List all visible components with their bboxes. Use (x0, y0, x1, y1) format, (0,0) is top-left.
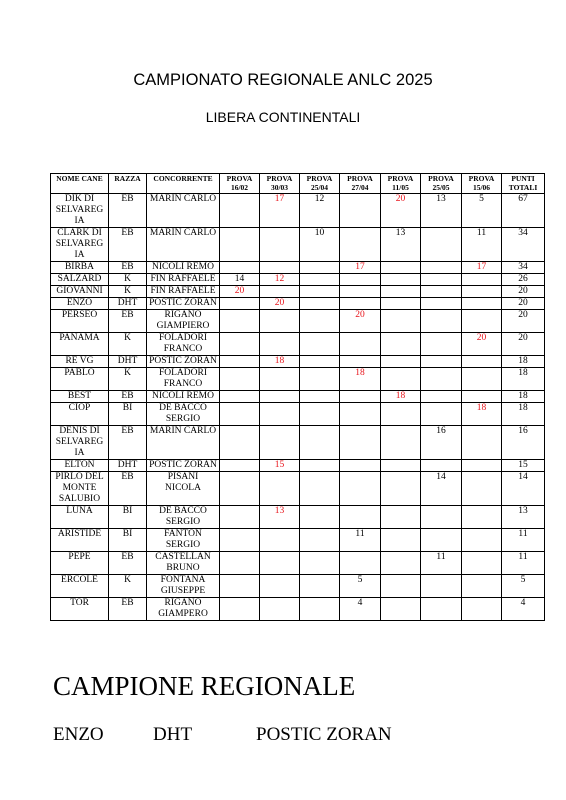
trial-score-cell: 17 (462, 262, 502, 274)
trial-score-cell (220, 552, 260, 575)
total-points-cell: 20 (502, 333, 545, 356)
trial-score-cell: 10 (300, 228, 340, 262)
dog-name-cell: PEPE (51, 552, 109, 575)
breed-cell: EB (109, 391, 147, 403)
standings-table (50, 173, 545, 621)
trial-score-cell (462, 575, 502, 598)
trial-score-cell (421, 598, 462, 621)
trial-score-cell (462, 472, 502, 506)
handler-cell: FIN RAFFAELE (147, 274, 220, 286)
dog-name-cell: BEST (51, 391, 109, 403)
trial-score-cell (381, 333, 421, 356)
trial-score-cell (300, 403, 340, 426)
breed-cell: BI (109, 403, 147, 426)
trial-score-cell: 18 (340, 368, 381, 391)
trial-score-cell (260, 575, 300, 598)
total-points-cell: 18 (502, 403, 545, 426)
trial-score-cell (421, 368, 462, 391)
handler-cell: NICOLI REMO (147, 262, 220, 274)
trial-score-cell (462, 460, 502, 472)
trial-score-cell: 20 (220, 286, 260, 298)
trial-score-cell: 16 (421, 426, 462, 460)
table-row (51, 298, 545, 310)
trial-score-cell (381, 262, 421, 274)
trial-score-cell: 17 (340, 262, 381, 274)
trial-score-cell (340, 426, 381, 460)
handler-cell: MARIN CARLO (147, 426, 220, 460)
champion-heading: CAMPIONE REGIONALE (53, 671, 356, 701)
total-points-cell: 4 (502, 598, 545, 621)
breed-cell: DHT (109, 356, 147, 368)
total-points-cell: 11 (502, 552, 545, 575)
trial-score-cell (260, 286, 300, 298)
header-total-points: PUNTI TOTALI (502, 174, 545, 194)
trial-score-cell (220, 310, 260, 333)
trial-score-cell (462, 286, 502, 298)
trial-score-cell (260, 368, 300, 391)
trial-score-cell: 5 (462, 194, 502, 228)
trial-score-cell (300, 262, 340, 274)
trial-score-cell (381, 529, 421, 552)
dog-name-cell: DIK DI SELVAREG IA (51, 194, 109, 228)
total-points-cell: 20 (502, 286, 545, 298)
dog-name-cell: CLARK DI SELVAREG IA (51, 228, 109, 262)
header-trial-3: PROVA 25/04 (300, 174, 340, 194)
breed-cell: K (109, 575, 147, 598)
trial-score-cell (300, 529, 340, 552)
breed-cell: DHT (109, 298, 147, 310)
handler-cell: POSTIC ZORAN (147, 356, 220, 368)
dog-name-cell: DENIS DI SELVAREG IA (51, 426, 109, 460)
trial-score-cell (381, 575, 421, 598)
trial-score-cell (300, 575, 340, 598)
trial-score-cell (381, 403, 421, 426)
trial-score-cell (462, 274, 502, 286)
dog-name-cell: ELTON (51, 460, 109, 472)
trial-score-cell (381, 356, 421, 368)
champion-breed: DHT (153, 724, 193, 745)
dog-name-cell: PIRLO DEL MONTE SALUBIO (51, 472, 109, 506)
table-row (51, 391, 545, 403)
handler-cell: RIGANO GIAMPERO (147, 598, 220, 621)
trial-score-cell (300, 552, 340, 575)
trial-score-cell (260, 262, 300, 274)
total-points-cell: 11 (502, 529, 545, 552)
dog-name-cell: SALZARD (51, 274, 109, 286)
table-body (51, 194, 545, 621)
trial-score-cell (421, 356, 462, 368)
breed-cell: BI (109, 529, 147, 552)
trial-score-cell: 18 (260, 356, 300, 368)
trial-score-cell (220, 356, 260, 368)
trial-score-cell: 18 (381, 391, 421, 403)
trial-score-cell (260, 529, 300, 552)
trial-score-cell: 13 (381, 228, 421, 262)
trial-score-cell (220, 426, 260, 460)
dog-name-cell: RE VG (51, 356, 109, 368)
trial-score-cell (421, 575, 462, 598)
dog-name-cell: ARISTIDE (51, 529, 109, 552)
trial-score-cell (300, 356, 340, 368)
dog-name-cell: ENZO (51, 298, 109, 310)
handler-cell: FOLADORI FRANCO (147, 368, 220, 391)
trial-score-cell (340, 286, 381, 298)
trial-score-cell (300, 506, 340, 529)
trial-score-cell (340, 506, 381, 529)
breed-cell: EB (109, 472, 147, 506)
dog-name-cell: PANAMA (51, 333, 109, 356)
trial-score-cell: 17 (260, 194, 300, 228)
champion-handler: POSTIC ZORAN (256, 724, 392, 745)
trial-score-cell (220, 598, 260, 621)
trial-score-cell: 15 (260, 460, 300, 472)
trial-score-cell (381, 506, 421, 529)
trial-score-cell (421, 460, 462, 472)
trial-score-cell (462, 310, 502, 333)
handler-cell: MARIN CARLO (147, 228, 220, 262)
trial-score-cell (340, 274, 381, 286)
trial-score-cell (260, 403, 300, 426)
total-points-cell: 16 (502, 426, 545, 460)
table-row (51, 194, 545, 228)
trial-score-cell (421, 506, 462, 529)
trial-score-cell: 13 (421, 194, 462, 228)
total-points-cell: 18 (502, 368, 545, 391)
trial-score-cell: 13 (260, 506, 300, 529)
trial-score-cell: 18 (462, 403, 502, 426)
handler-cell: DE BACCO SERGIO (147, 403, 220, 426)
trial-score-cell (381, 552, 421, 575)
trial-score-cell (300, 426, 340, 460)
total-points-cell: 5 (502, 575, 545, 598)
total-points-cell: 18 (502, 391, 545, 403)
header-breed: RAZZA (109, 174, 147, 194)
handler-cell: RIGANO GIAMPIERO (147, 310, 220, 333)
table-row (51, 460, 545, 472)
trial-score-cell (421, 274, 462, 286)
trial-score-cell (220, 506, 260, 529)
trial-score-cell (220, 391, 260, 403)
header-trial-5: PROVA 11/05 (381, 174, 421, 194)
header-trial-6: PROVA 25/05 (421, 174, 462, 194)
trial-score-cell (300, 274, 340, 286)
trial-score-cell: 14 (220, 274, 260, 286)
handler-cell: NICOLI REMO (147, 391, 220, 403)
trial-score-cell: 11 (462, 228, 502, 262)
handler-cell: MARIN CARLO (147, 194, 220, 228)
dog-name-cell: CIOP (51, 403, 109, 426)
header-handler: CONCORRENTE (147, 174, 220, 194)
breed-cell: EB (109, 426, 147, 460)
table-row (51, 598, 545, 621)
table-row (51, 575, 545, 598)
trial-score-cell (381, 368, 421, 391)
trial-score-cell (340, 460, 381, 472)
trial-score-cell (300, 368, 340, 391)
trial-score-cell (260, 391, 300, 403)
trial-score-cell (340, 333, 381, 356)
table-row (51, 426, 545, 460)
trial-score-cell (421, 529, 462, 552)
trial-score-cell (340, 391, 381, 403)
trial-score-cell (421, 298, 462, 310)
handler-cell: FIN RAFFAELE (147, 286, 220, 298)
handler-cell: DE BACCO SERGIO (147, 506, 220, 529)
trial-score-cell (220, 194, 260, 228)
handler-cell: FANTON SERGIO (147, 529, 220, 552)
page-subtitle: LIBERA CONTINENTALI (205, 109, 361, 125)
trial-score-cell (260, 426, 300, 460)
handler-cell: FONTANA GIUSEPPE (147, 575, 220, 598)
header-trial-2: PROVA 30/03 (260, 174, 300, 194)
trial-score-cell (340, 552, 381, 575)
trial-score-cell: 20 (381, 194, 421, 228)
trial-score-cell: 5 (340, 575, 381, 598)
trial-score-cell (220, 403, 260, 426)
trial-score-cell: 11 (421, 552, 462, 575)
table-row (51, 310, 545, 333)
table-row (51, 368, 545, 391)
trial-score-cell (220, 333, 260, 356)
breed-cell: EB (109, 228, 147, 262)
handler-cell: POSTIC ZORAN (147, 298, 220, 310)
trial-score-cell (462, 598, 502, 621)
total-points-cell: 20 (502, 298, 545, 310)
dog-name-cell: GIOVANNI (51, 286, 109, 298)
handler-cell: POSTIC ZORAN (147, 460, 220, 472)
total-points-cell: 34 (502, 262, 545, 274)
trial-score-cell: 12 (260, 274, 300, 286)
table-row (51, 274, 545, 286)
trial-score-cell (220, 460, 260, 472)
total-points-cell: 20 (502, 310, 545, 333)
trial-score-cell: 20 (462, 333, 502, 356)
breed-cell: EB (109, 194, 147, 228)
dog-name-cell: ERCOLE (51, 575, 109, 598)
table-row (51, 403, 545, 426)
breed-cell: EB (109, 262, 147, 274)
table-row (51, 552, 545, 575)
header-trial-1: PROVA 16/02 (220, 174, 260, 194)
trial-score-cell (260, 310, 300, 333)
total-points-cell: 34 (502, 228, 545, 262)
trial-score-cell (421, 310, 462, 333)
trial-score-cell (260, 552, 300, 575)
breed-cell: EB (109, 552, 147, 575)
total-points-cell: 14 (502, 472, 545, 506)
trial-score-cell: 11 (340, 529, 381, 552)
table-row (51, 262, 545, 274)
trial-score-cell (381, 472, 421, 506)
trial-score-cell (300, 598, 340, 621)
trial-score-cell (381, 426, 421, 460)
dog-name-cell: PABLO (51, 368, 109, 391)
trial-score-cell (340, 298, 381, 310)
handler-cell: PISANI NICOLA (147, 472, 220, 506)
table-header-row (51, 174, 545, 194)
trial-score-cell (421, 262, 462, 274)
trial-score-cell (462, 529, 502, 552)
trial-score-cell (220, 368, 260, 391)
table-row (51, 333, 545, 356)
table-row (51, 228, 545, 262)
trial-score-cell (381, 310, 421, 333)
trial-score-cell (340, 472, 381, 506)
trial-score-cell (340, 403, 381, 426)
trial-score-cell (300, 460, 340, 472)
breed-cell: EB (109, 598, 147, 621)
trial-score-cell (220, 472, 260, 506)
trial-score-cell (300, 286, 340, 298)
champion-dog: ENZO (53, 724, 104, 745)
total-points-cell: 13 (502, 506, 545, 529)
trial-score-cell: 4 (340, 598, 381, 621)
dog-name-cell: BIRBA (51, 262, 109, 274)
trial-score-cell (462, 552, 502, 575)
breed-cell: K (109, 286, 147, 298)
total-points-cell: 18 (502, 356, 545, 368)
total-points-cell: 67 (502, 194, 545, 228)
trial-score-cell (462, 356, 502, 368)
breed-cell: K (109, 333, 147, 356)
trial-score-cell (381, 286, 421, 298)
page-title: CAMPIONATO REGIONALE ANLC 2025 (133, 71, 433, 89)
handler-cell: CASTELLAN BRUNO (147, 552, 220, 575)
table-row (51, 472, 545, 506)
trial-score-cell (421, 391, 462, 403)
trial-score-cell (340, 194, 381, 228)
trial-score-cell (260, 472, 300, 506)
trial-score-cell (260, 598, 300, 621)
trial-score-cell (220, 298, 260, 310)
breed-cell: K (109, 368, 147, 391)
header-trial-4: PROVA 27/04 (340, 174, 381, 194)
trial-score-cell (260, 333, 300, 356)
breed-cell: BI (109, 506, 147, 529)
trial-score-cell (300, 391, 340, 403)
trial-score-cell (462, 298, 502, 310)
trial-score-cell (421, 403, 462, 426)
trial-score-cell (340, 228, 381, 262)
trial-score-cell (220, 529, 260, 552)
trial-score-cell (462, 506, 502, 529)
trial-score-cell: 20 (340, 310, 381, 333)
table-row (51, 529, 545, 552)
trial-score-cell (220, 228, 260, 262)
breed-cell: DHT (109, 460, 147, 472)
dog-name-cell: LUNA (51, 506, 109, 529)
trial-score-cell: 12 (300, 194, 340, 228)
header-dog-name: NOME CANE (51, 174, 109, 194)
trial-score-cell (462, 391, 502, 403)
total-points-cell: 26 (502, 274, 545, 286)
table-row (51, 506, 545, 529)
handler-cell: FOLADORI FRANCO (147, 333, 220, 356)
dog-name-cell: PERSEO (51, 310, 109, 333)
trial-score-cell (220, 575, 260, 598)
trial-score-cell (421, 228, 462, 262)
header-trial-7: PROVA 15/06 (462, 174, 502, 194)
breed-cell: EB (109, 310, 147, 333)
trial-score-cell (381, 598, 421, 621)
trial-score-cell (260, 228, 300, 262)
total-points-cell: 15 (502, 460, 545, 472)
breed-cell: K (109, 274, 147, 286)
trial-score-cell (381, 274, 421, 286)
trial-score-cell (381, 460, 421, 472)
trial-score-cell (300, 333, 340, 356)
table-row (51, 286, 545, 298)
trial-score-cell (300, 298, 340, 310)
trial-score-cell (340, 356, 381, 368)
dog-name-cell: TOR (51, 598, 109, 621)
table-row (51, 356, 545, 368)
trial-score-cell (421, 333, 462, 356)
trial-score-cell (381, 298, 421, 310)
trial-score-cell (421, 286, 462, 298)
trial-score-cell (462, 368, 502, 391)
trial-score-cell (300, 472, 340, 506)
trial-score-cell (462, 426, 502, 460)
trial-score-cell (220, 262, 260, 274)
trial-score-cell: 20 (260, 298, 300, 310)
trial-score-cell (300, 310, 340, 333)
trial-score-cell: 14 (421, 472, 462, 506)
